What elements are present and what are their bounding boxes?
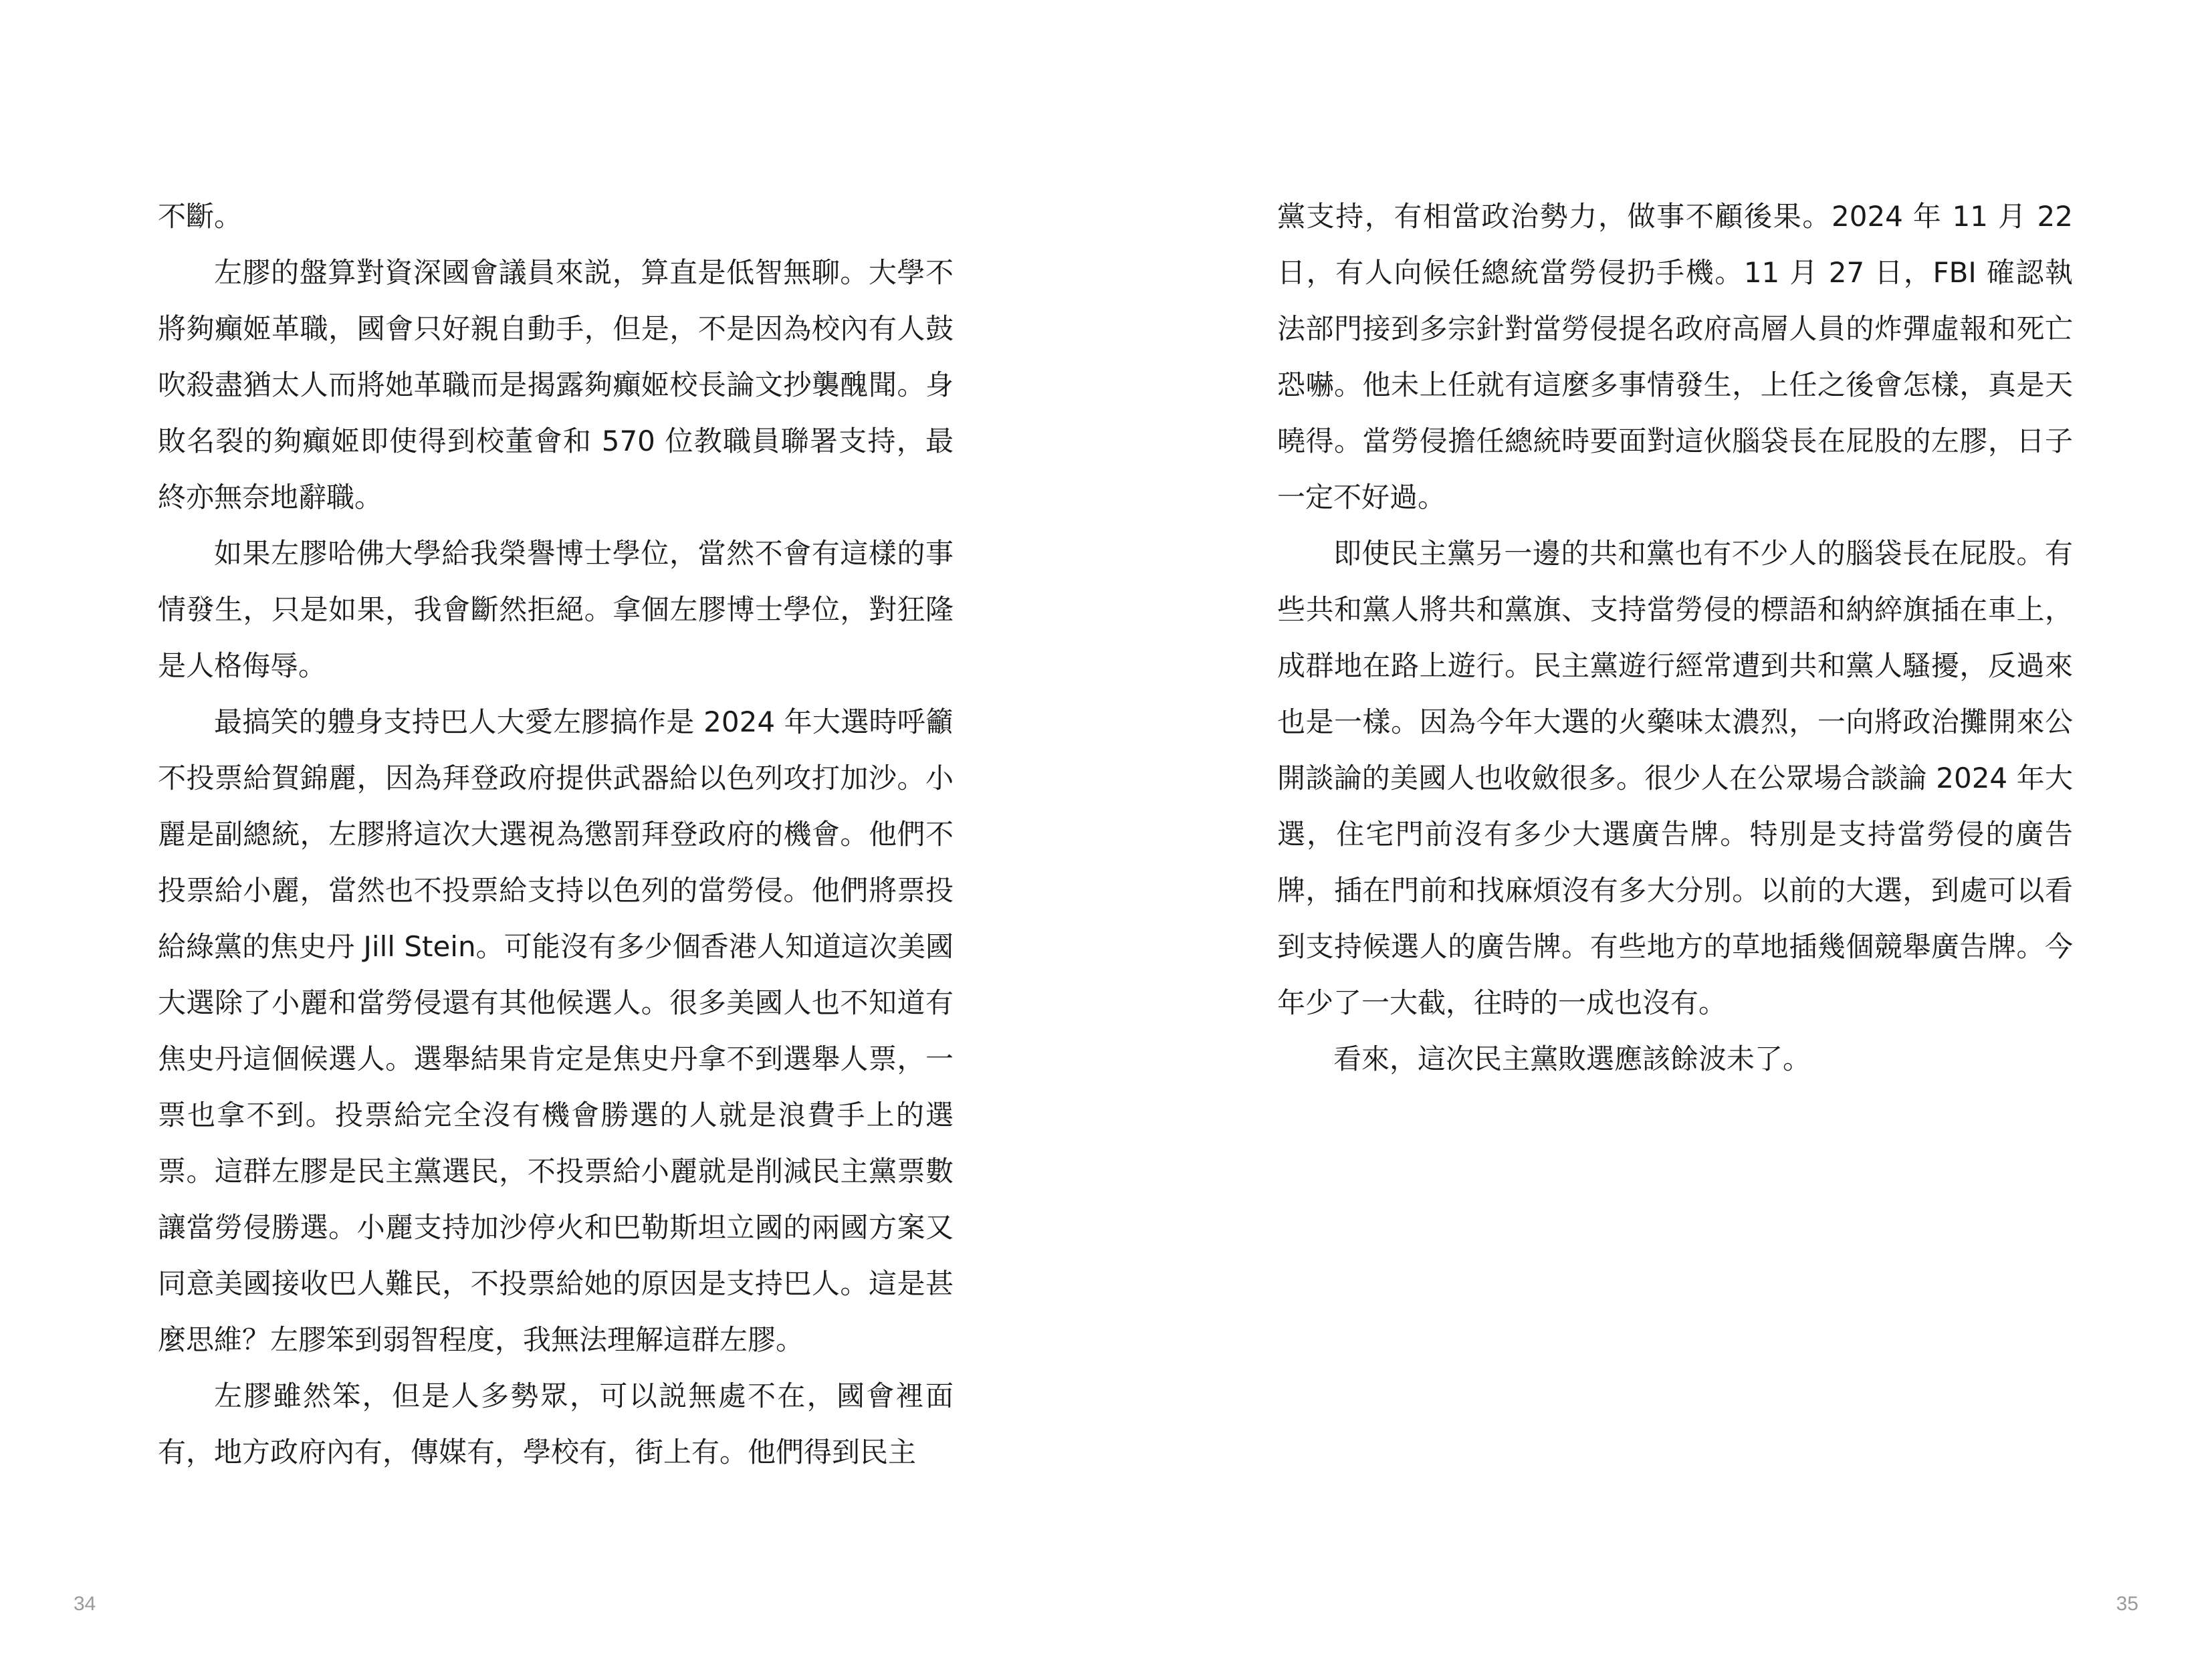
right-page [1106, 0, 2212, 1659]
paragraph: 黨支持，有相當政治勢力，做事不顧後果。2024 年 11 月 22 日，有人向候任總統當勞侵扔手機。11 月 27 日，FBI 確認執法部門接到多宗針對當勞侵提名政府高層人員的炸彈虛報和死亡恐嚇。他未上任就有這麼多事情發生，上任之後會怎樣，真是天曉得。當勞侵擔任總統時要面對這伙腦袋長在屁股的左膠，日子一定不好過。 [1277, 200, 2073, 514]
page-number: 34 [74, 1593, 96, 1615]
right-page-body [1277, 189, 2073, 1087]
paragraph: 最搞笑的軆身支持巴人大愛左膠搞作是 2024 年大選時呼籲不投票給賀錦麗，因為拜登政府提供武器給以色列攻打加沙。小麗是副總統，左膠將這次大選視為懲罰拜登政府的機會。他們不投票給小麗，當然也不投票給支持以色列的當勞侵。他們將票投給綠黨的焦史丹 Jill Stein。可能沒有多少個香港人知道這次美國大選除了小麗和當勞侵還有其他候選人。很多美國人也不知道有焦史丹這個候選人。選舉結果肯定是焦史丹拿不到選舉人票，一票也拿不到。投票給完全沒有機會勝選的人就是浪費手上的選票。這群左膠是民主黨選民，不投票給小麗就是削減民主黨票數讓當勞侵勝選。小麗支持加沙停火和巴勒斯坦立國的兩國方案又同意美國接收巴人難民，不投票給她的原因是支持巴人。這是甚麼思維？左膠笨到弱智程度，我無法理解這群左膠。 [158, 705, 954, 1356]
page-number: 35 [2116, 1593, 2138, 1615]
paragraph: 即使民主黨另一邊的共和黨也有不少人的腦袋長在屁股。有些共和黨人將共和黨旗、支持當勞侵的標語和納綷旗插在車上，成群地在路上遊行。民主黨遊行經常遭到共和黨人騷擾，反過來也是一樣。因為今年大選的火藥味太濃烈，一向將政治攤開來公開談論的美國人也收斂很多。很少人在公眾場合談論 2024 年大選，住宅門前沒有多少大選廣告牌。特別是支持當勞侵的廣告牌，插在門前和找麻煩沒有多大分別。以前的大選，到處可以看到支持候選人的廣告牌。有些地方的草地插幾個競舉廣告牌。今年少了一大截，往時的一成也沒有。 [1277, 537, 2073, 1019]
paragraph: 看來，這次民主黨敗選應該餘波未了。 [1333, 1042, 1811, 1075]
paragraph: 不斷。 [158, 200, 243, 233]
paragraph: 左膠的盤算對資深國會議員來説，算直是低智無聊。大學不將夠癲姬革職，國會只好親自動手，但是，不是因為校內有人鼓吹殺盡猶太人而將她革職而是揭露夠癲姬校長論文抄襲醜聞。身敗名裂的夠癲姬即使得到校董會和 570 位教職員聯署支持，最終亦無奈地辭職。 [158, 256, 954, 514]
left-page-body [158, 189, 954, 1480]
paragraph: 如果左膠哈佛大學給我榮譽博士學位，當然不會有這樣的事情發生，只是如果，我會斷然拒絕。拿個左膠博士學位，對狂隆是人格侮辱。 [158, 537, 954, 682]
paragraph: 左膠雖然笨，但是人多勢眾，可以説無處不在，國會裡面有，地方政府內有，傳媒有，學校有，街上有。他們得到民主 [158, 1379, 954, 1468]
